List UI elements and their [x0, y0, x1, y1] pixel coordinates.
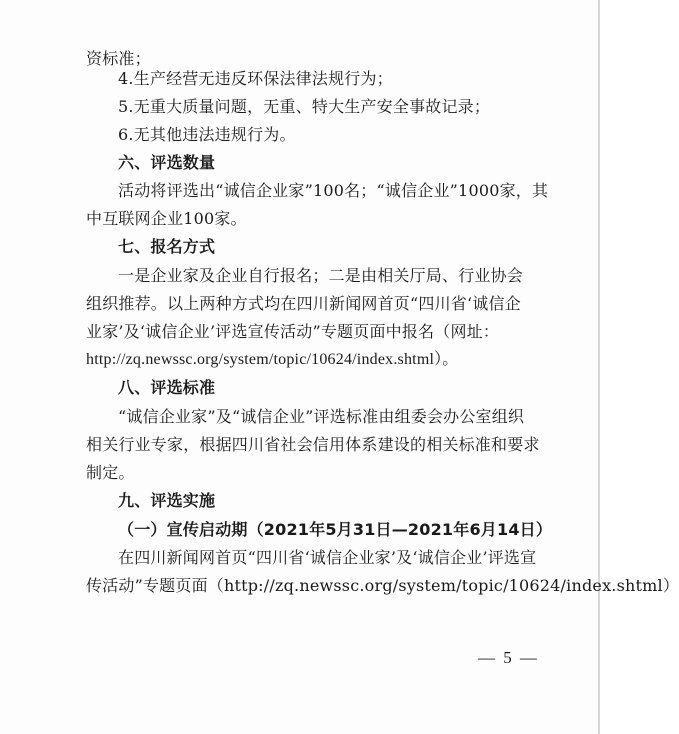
url-line: http://zq.newssc.org/system/topic/10624/index.shtml）。 — [86, 351, 459, 368]
list-item: 5.无重大质量问题，无重、特大生产安全事故记录； — [118, 97, 491, 116]
section-heading: 七、报名方式 — [118, 237, 216, 256]
section-heading: 九、评选实施 — [118, 491, 216, 510]
list-item: 4.生产经营无违反环保法律法规行为； — [118, 69, 393, 88]
paragraph-line: 制定。 — [86, 463, 135, 482]
text-line: 资标准； — [86, 49, 151, 68]
section-heading: 六、评选数量 — [118, 153, 216, 172]
paragraph-line: 业家’及‘诚信企业’评选宣传活动”专题页面中报名（网址： — [86, 322, 500, 341]
paragraph-line: 组织推荐。以上两种方式均在四川新闻网首页“四川省‘诚信企 — [86, 294, 521, 313]
paragraph-line: 一是企业家及企业自行报名；二是由相关厅局、行业协会 — [118, 266, 524, 285]
paragraph-line: 中互联网企业100家。 — [86, 209, 247, 228]
paragraph-line: 在四川新闻网首页“四川省‘诚信企业家’及‘诚信企业’评选宣 — [118, 548, 537, 567]
page-number: — 5 — — [478, 648, 539, 667]
paragraph-line: 活动将评选出“诚信企业家”100名；“诚信企业”1000家，其 — [118, 181, 549, 200]
sub-heading: （一）宣传启动期（2021年5月31日—2021年6月14日） — [118, 520, 553, 539]
section-heading: 八、评选标准 — [118, 378, 216, 397]
paragraph-line: “诚信企业家”及“诚信企业”评选标准由组委会办公室组织 — [118, 407, 525, 426]
list-item: 6.无其他违法违规行为。 — [118, 125, 296, 144]
paragraph-line: 相关行业专家，根据四川省社会信用体系建设的相关标准和要求 — [86, 435, 540, 454]
paragraph-line: 传活动”专题页面（http://zq.newssc.org/system/topic/10624/index.shtml） — [86, 576, 679, 595]
